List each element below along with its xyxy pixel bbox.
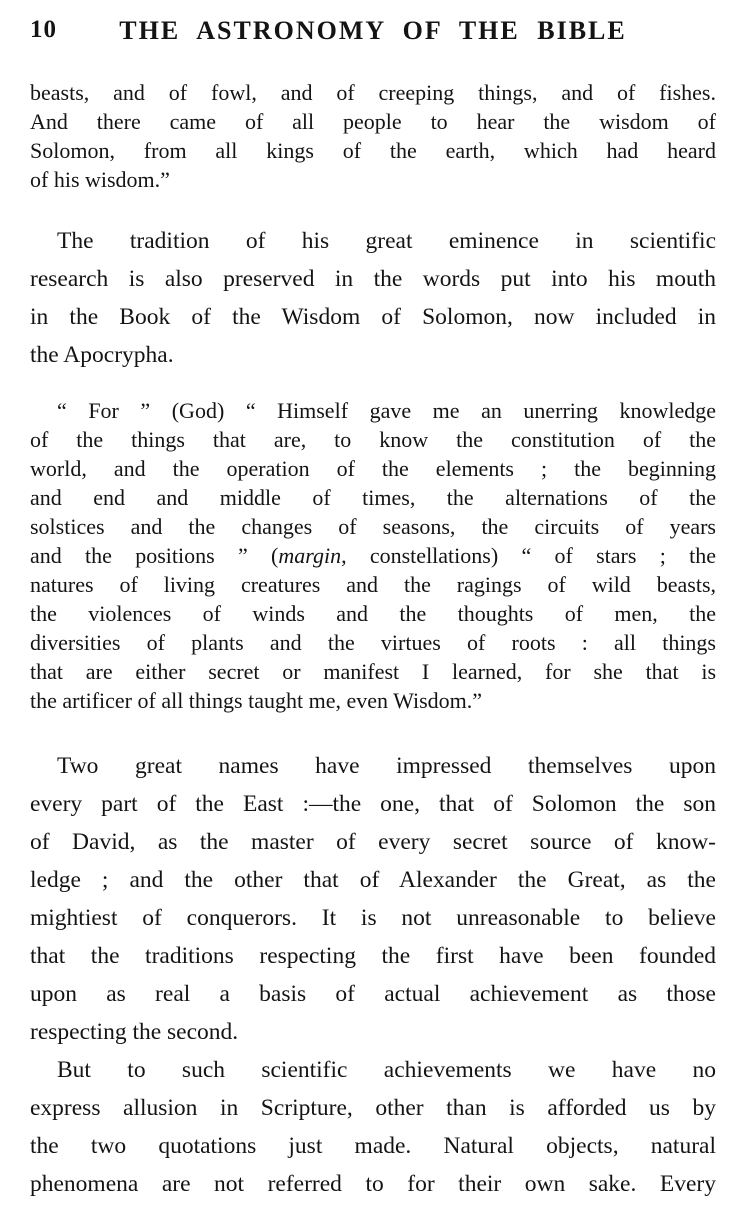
text-line: the two quotations just made. Natural objects, natural	[30, 1133, 716, 1159]
text-line: the violences of winds and the thoughts of men, the	[30, 601, 716, 626]
text-line: upon as real a basis of actual achievement as those	[30, 981, 716, 1007]
text-line: beasts, and of fowl, and of creeping things, and of fishes.	[30, 80, 716, 105]
text-line: But to such scientific achievements we have no	[57, 1057, 716, 1083]
tradition-paragraph	[30, 222, 716, 374]
text-line: Two great names have impressed themselves upon	[57, 753, 716, 779]
text-line: the Apocrypha.	[30, 342, 174, 368]
text-line: express allusion in Scripture, other than is afforded us by	[30, 1095, 716, 1121]
text-line: “ For ” (God) “ Himself gave me an unerring knowledge	[57, 398, 716, 423]
text-line: diversities of plants and the virtues of roots : all things	[30, 630, 716, 655]
text-line: that are either secret or manifest I learned, for she that is	[30, 659, 716, 684]
text-line: respecting the second.	[30, 1019, 239, 1045]
text-line: phenomena are not referred to for their own sake. Every	[30, 1171, 716, 1197]
but-to-such-paragraph	[30, 1051, 716, 1203]
text-line: of David, as the master of every secret source of know-	[30, 829, 716, 855]
page-text	[30, 78, 716, 1203]
text-line: every part of the East :—the one, that of Solomon the son	[30, 791, 716, 817]
text-line: ledge ; and the other that of Alexander the Great, as the	[30, 867, 716, 893]
text-line: the artificer of all things taught me, even Wisdom.”	[30, 688, 483, 713]
text-line: of his wisdom.”	[30, 167, 170, 192]
text-line: and the positions ” (margin, constellations) “ of stars ; the	[30, 543, 716, 568]
text-line: The tradition of his great eminence in scientific	[57, 228, 716, 254]
text-line: that the traditions respecting the first have been founded	[30, 943, 716, 969]
two-great-names-paragraph	[30, 747, 716, 1051]
text-line: natures of living creatures and the ragings of wild beasts,	[30, 572, 716, 597]
text-line: research is also preserved in the words put into his mouth	[30, 266, 716, 292]
text-line: And there came of all people to hear the wisdom of	[30, 109, 716, 134]
page-header	[30, 16, 716, 48]
text-line: mightiest of conquerors. It is not unreasonable to believe	[30, 905, 716, 931]
text-line: world, and the operation of the elements ; the beginning	[30, 456, 716, 481]
text-line: in the Book of the Wisdom of Solomon, now included in	[30, 304, 716, 330]
wisdom-of-solomon-quote	[30, 396, 716, 715]
kings-quote-continuation	[30, 78, 716, 194]
running-title: THE ASTRONOMY OF THE BIBLE	[119, 16, 627, 45]
page-number: 10	[30, 16, 57, 43]
text-line: solstices and the changes of seasons, the circuits of years	[30, 514, 716, 539]
text-line: Solomon, from all kings of the earth, which had heard	[30, 138, 716, 163]
text-line: and end and middle of times, the alternations of the	[30, 485, 716, 510]
text-line: of the things that are, to know the constitution of the	[30, 427, 716, 452]
